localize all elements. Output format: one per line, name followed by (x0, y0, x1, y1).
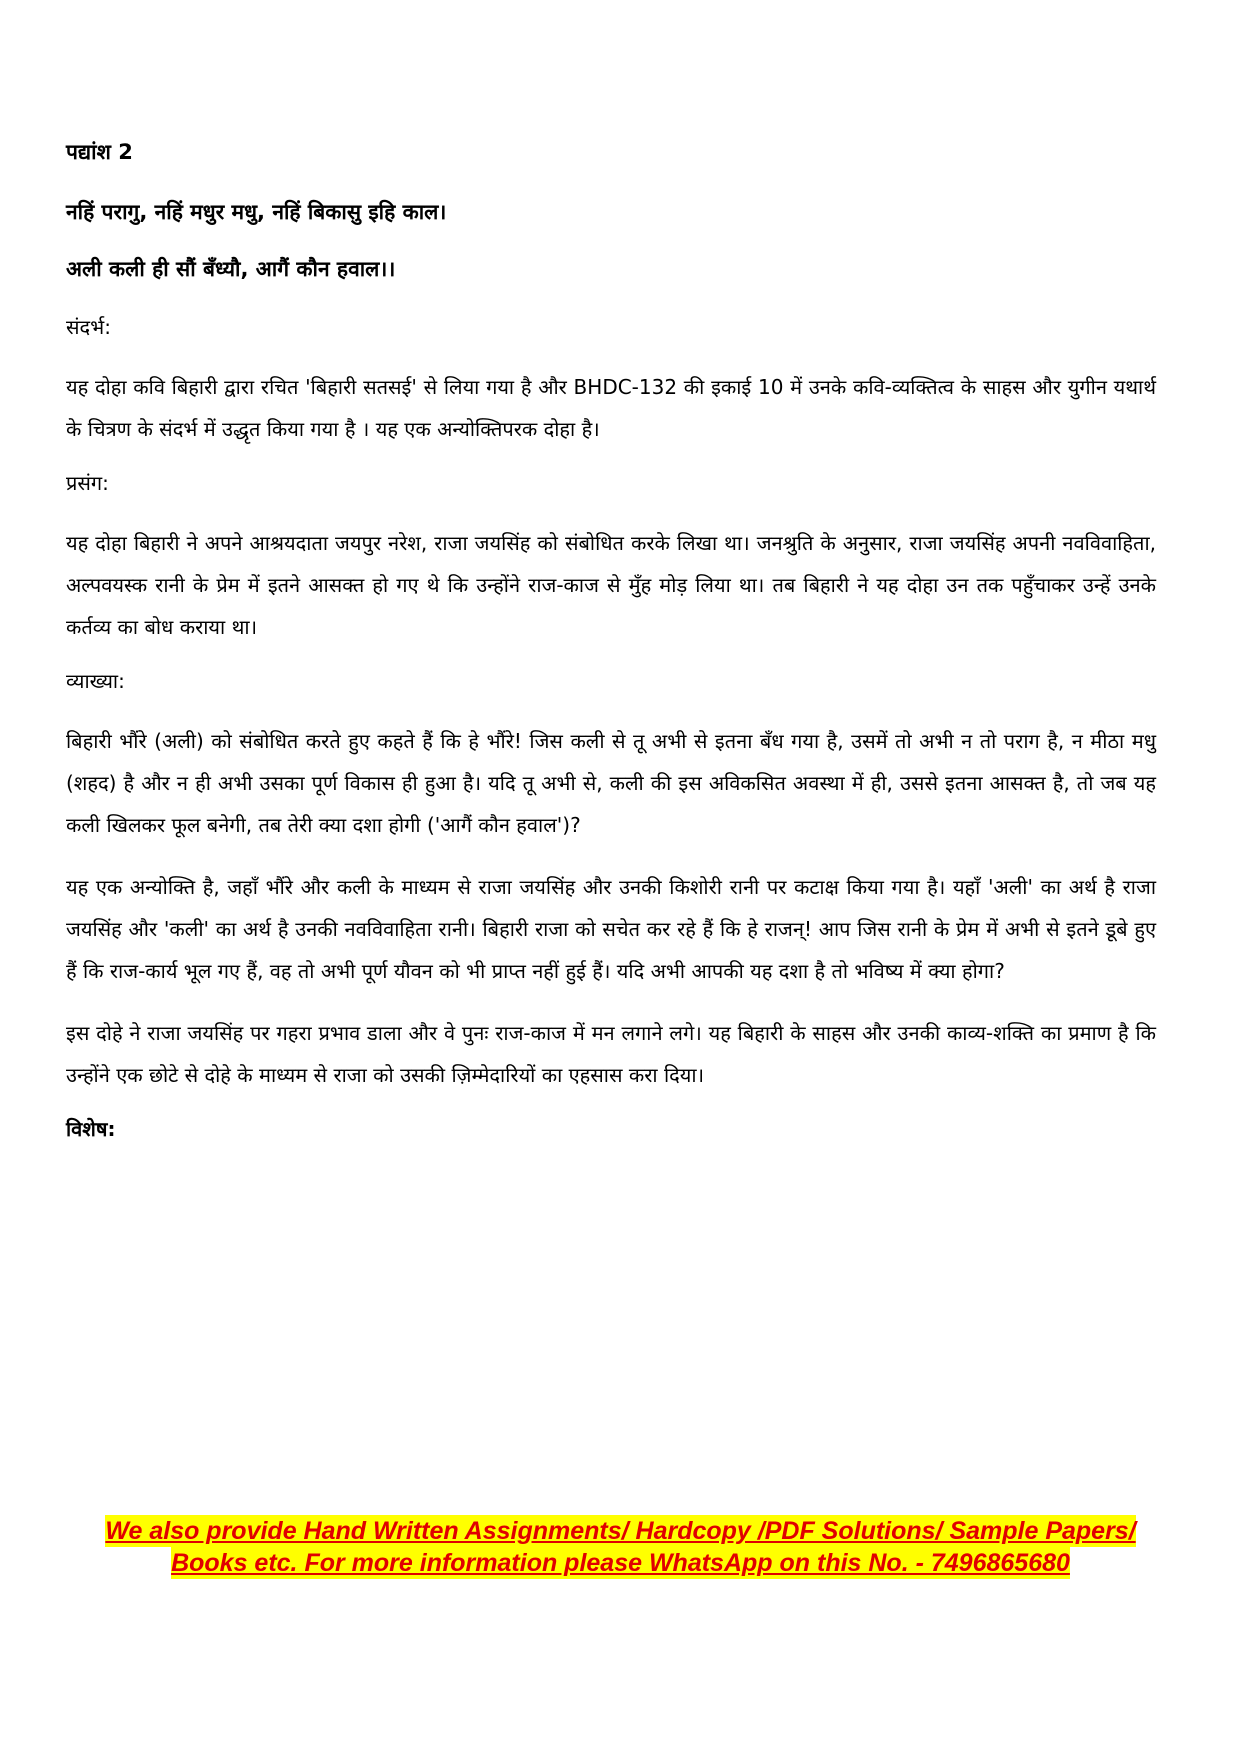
vyakhya-paragraph-3: इस दोहे ने राजा जयसिंह पर गहरा प्रभाव डाला और वे पुनः राज-काज में मन लगाने लगे। यह बिहारी के साहस और उनकी काव्य-शक्ति का प्रमाण है कि उन्होंने एक छोटे से दोहे के माध्यम से राजा को उसकी ज़िम्मेदारियों का एहसास करा दिया। (66, 1020, 1156, 1087)
vyakhya-label: व्याख्या: (66, 668, 125, 693)
sandarbh-label: संदर्भ: (66, 314, 111, 339)
promo-footer (0, 1515, 1241, 1579)
section-title: पद्यांश 2 (66, 140, 133, 164)
sandarbh-text: यह दोहा कवि बिहारी द्वारा रचित 'बिहारी सतसई' से लिया गया है और BHDC-132 की इकाई 10 में उनके कवि-व्यक्तित्व के साहस और युगीन यथार्थ के चित्रण के संदर्भ में उद्धृत किया गया है । यह एक अन्योक्तिपरक दोहा है। (66, 374, 1156, 441)
document-body (66, 140, 1166, 1168)
verse-line-1: नहिं परागु, नहिं मधुर मधु, नहिं बिकासु इहि काल। (66, 200, 447, 225)
vishesh-label: विशेष: (66, 1116, 116, 1141)
verse-line-2: अली कली ही सौं बँध्यौ, आगैं कौन हवाल।। (66, 257, 396, 282)
prasang-label: प्रसंग: (66, 470, 109, 495)
vyakhya-paragraph-1: बिहारी भौंरे (अली) को संबोधित करते हुए कहते हैं कि हे भौंरे! जिस कली से तू अभी से इतना बँध गया है, उसमें तो अभी न तो पराग है, न मीठा मधु (शहद) है और न ही अभी उसका पूर्ण विकास ही हुआ है। यदि तू अभी से, कली की इस अविकसित अवस्था में ही, उससे इतना आसक्त है, तो जब यह कली खिलकर फूल बनेगी, तब तेरी क्या दशा होगी ('आगैं कौन हवाल')? (66, 728, 1156, 837)
promo-footer-line-2: Books etc. For more information please WhatsApp on this No. - 7496865680 (171, 1549, 1070, 1577)
promo-footer-line-1: We also provide Hand Written Assignments/ Hardcopy /PDF Solutions/ Sample Papers/ (105, 1517, 1136, 1545)
prasang-text: यह दोहा बिहारी ने अपने आश्रयदाता जयपुर नरेश, राजा जयसिंह को संबोधित करके लिखा था। जनश्रुति के अनुसार, राजा जयसिंह अपनी नवविवाहिता, अल्पवयस्क रानी के प्रेम में इतने आसक्त हो गए थे कि उन्होंने राज-काज से मुँह मोड़ लिया था। तब बिहारी ने यह दोहा उन तक पहुँचाकर उन्हें उनके कर्तव्य का बोध कराया था। (66, 530, 1156, 639)
vyakhya-paragraph-2: यह एक अन्योक्ति है, जहाँ भौंरे और कली के माध्यम से राजा जयसिंह और उनकी किशोरी रानी पर कटाक्ष किया गया है। यहाँ 'अली' का अर्थ है राजा जयसिंह और 'कली' का अर्थ है उनकी नवविवाहिता रानी। बिहारी राजा को सचेत कर रहे हैं कि हे राजन्! आप जिस रानी के प्रेम में अभी से इतने डूबे हुए हैं कि राज-कार्य भूल गए हैं, वह तो अभी पूर्ण यौवन को भी प्राप्त नहीं हुई हैं। यदि अभी आपकी यह दशा है तो भविष्य में क्या होगा? (66, 874, 1156, 983)
